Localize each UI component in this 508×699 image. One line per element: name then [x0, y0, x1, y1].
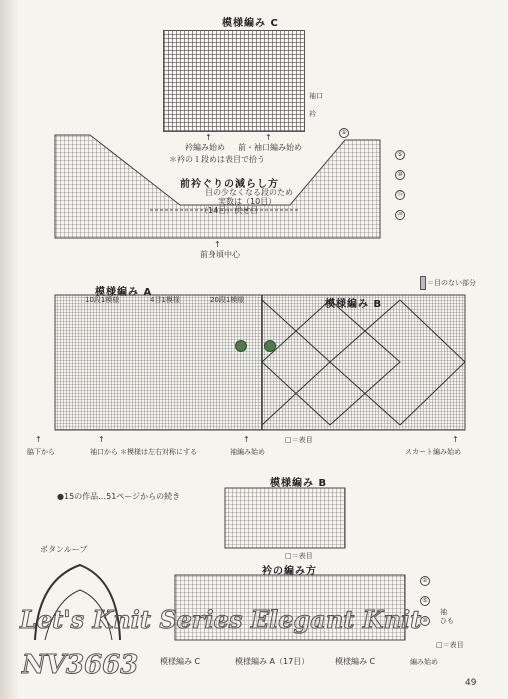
page-number: 49 [465, 678, 477, 688]
row-number-marker: ① [339, 128, 349, 138]
legend-missing-label: ＝目のない部分 [427, 279, 476, 287]
watermark-line-2: NV3663 [22, 650, 139, 680]
pattern-c-side-bottom: 衿 [309, 110, 316, 118]
collar-side-label: 袖 [440, 608, 447, 616]
arrow-up-icon: ↑ [243, 435, 250, 444]
pattern-a-repeat-2: 4目1模様 [150, 296, 180, 304]
pattern-c-note: ＊衿の１段めは表目で拾う [169, 155, 265, 164]
neckline-note-1: 目の少なくなる段のため [205, 188, 293, 197]
button-loop-label: ボタンループ [40, 545, 88, 554]
row-number-marker: ⑩ [395, 170, 405, 180]
arrow-up-icon: ↑ [452, 435, 459, 444]
arrow-up-icon: ↑ [35, 435, 42, 444]
row-number-marker: ⑮ [396, 191, 403, 198]
pattern-a-note: ＊模様は左右対称にする [120, 448, 197, 456]
pattern-a-label-3: 袖編み始め [230, 448, 265, 456]
neckline-note-3: （14目）伏せ目 [200, 206, 259, 215]
pattern-a-title: 模様編み A [95, 287, 153, 298]
bobble-marker-icon [235, 340, 247, 352]
arrow-up-icon: ↑ [265, 133, 272, 142]
watermark-line-1: Let's Knit Series Elegant Knit [20, 605, 422, 634]
collar-label-c-right: 模様編み C [335, 657, 376, 666]
neckline-center-label: 前身頃中心 [200, 250, 240, 259]
collar-legend: □＝表目 [436, 641, 464, 649]
collar-title: 衿の編み方 [262, 566, 317, 577]
pattern-c-title: 模様編み C [222, 18, 279, 29]
pattern-b-title: 模様編み B [325, 299, 383, 310]
pattern-a-label-2: 袖口から [90, 448, 118, 456]
pattern-c-side-top: 袖口 [309, 92, 323, 100]
collar-label-a: 模様編み A（17目） [235, 657, 310, 666]
pattern-c-label-left: 衿編み始め [185, 143, 225, 152]
collar-start: 編み始め [410, 658, 438, 666]
pattern-a-repeat-3: 20段1模様 [210, 296, 245, 304]
neckline-note-2: 実数は（10目） [218, 197, 277, 206]
collar-side-label-2: ひも [440, 617, 454, 625]
pattern-b-label: スカート編み始め [405, 448, 461, 456]
arrow-up-icon: ↑ [214, 240, 221, 249]
arrow-up-icon: ↑ [205, 133, 212, 142]
row-number-marker: ① [420, 576, 430, 586]
pattern-b-legend: □＝表目 [285, 436, 313, 444]
continued-note: ●15の作品…51ページからの続き [57, 492, 181, 501]
pattern-c-label-right: 前・袖口編み始め [238, 143, 302, 152]
pattern-a-label-1: 脇下から [27, 448, 55, 456]
pattern-b-small-title: 模様編み B [270, 478, 328, 489]
collar-label-c-left: 模様編み C [160, 657, 201, 666]
neckline-title: 前衿ぐりの減らし方 [180, 179, 279, 190]
pattern-a-repeat-1: 10段1模様 [85, 296, 120, 304]
pattern-b-small-legend: □＝表目 [285, 552, 313, 560]
row-number-marker: ⑤ [420, 596, 430, 606]
row-number-marker: ⑤ [395, 150, 405, 160]
row-number-marker: ⑩ [420, 616, 430, 626]
bobble-marker-icon [264, 340, 276, 352]
arrow-up-icon: ↑ [98, 435, 105, 444]
row-number-marker: ⑳ [396, 211, 403, 218]
legend-missing-swatch [420, 276, 426, 290]
